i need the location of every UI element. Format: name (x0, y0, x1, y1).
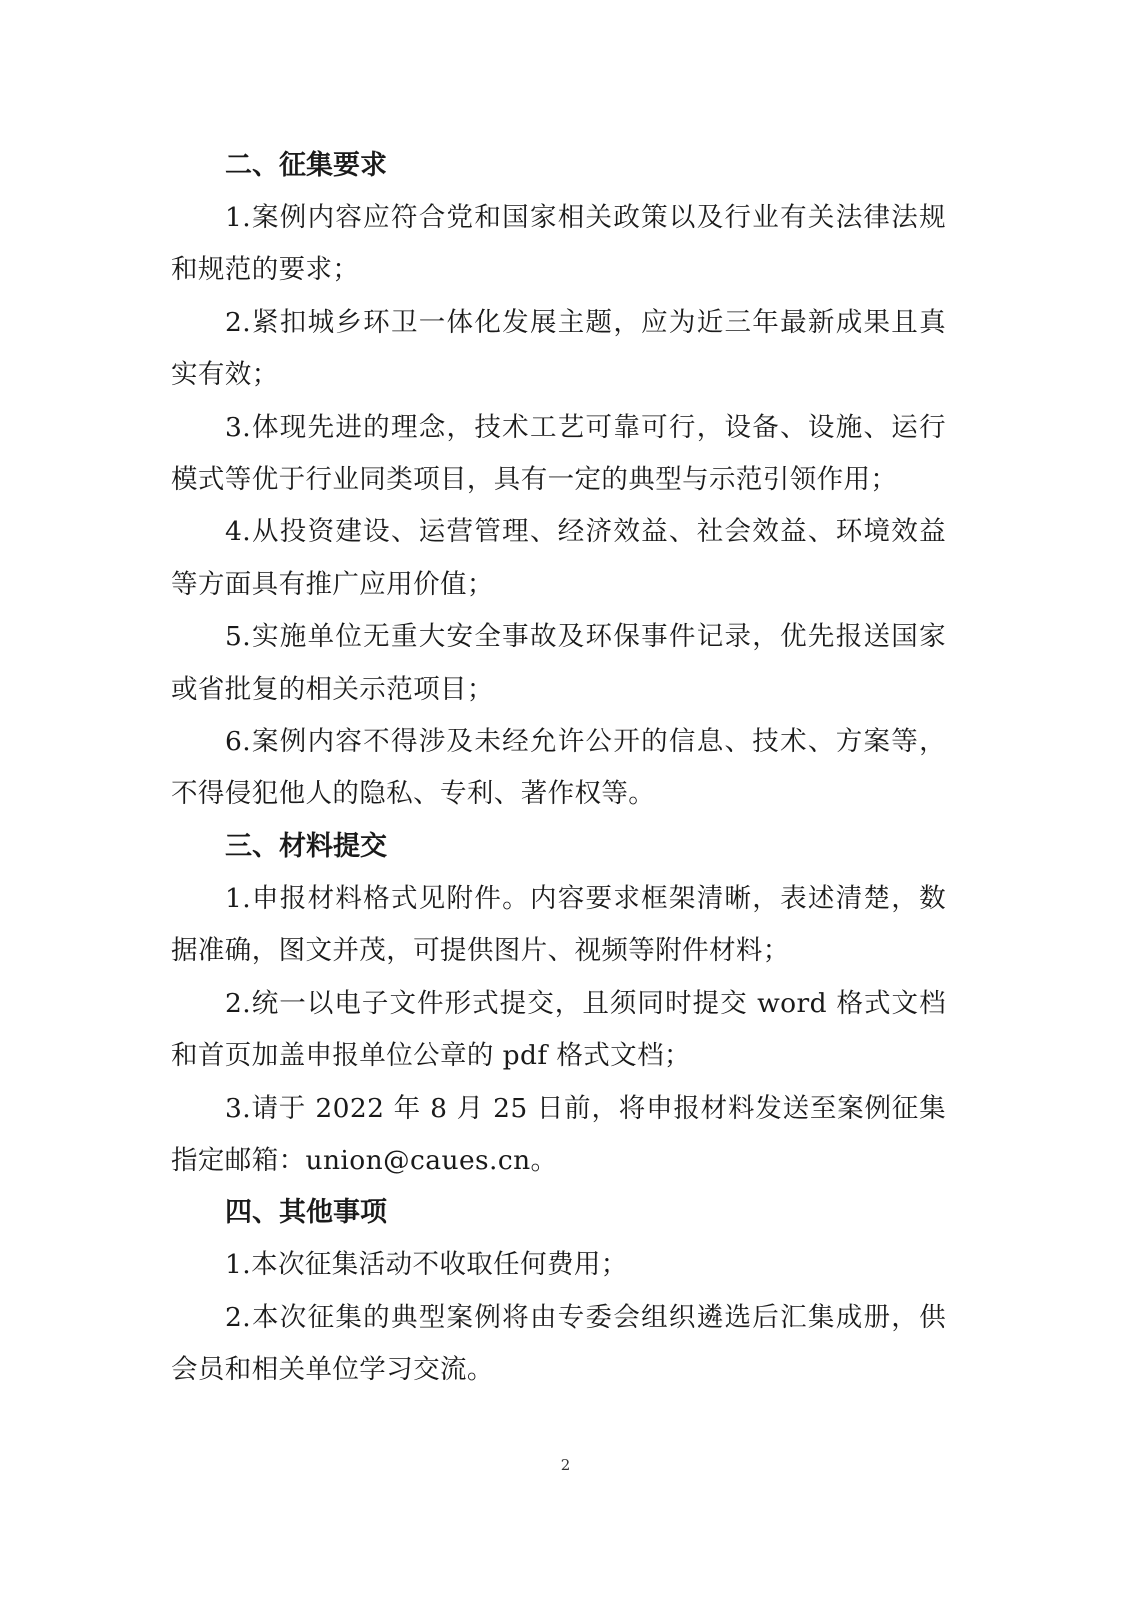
section-heading-requirements: 二、征集要求 (225, 150, 387, 181)
requirement-item-3: 3.体现先进的理念，技术工艺可靠可行，设备、设施、运行模式等优于行业同类项目，具有一定的典型与示范引领作用； (171, 411, 946, 496)
submission-item-1: 1.申报材料格式见附件。内容要求框架清晰，表述清楚，数据准确，图文并茂，可提供图片、视频等附件材料； (171, 882, 946, 967)
requirement-item-5: 5.实施单位无重大安全事故及环保事件记录，优先报送国家或省批复的相关示范项目； (171, 621, 946, 705)
other-item-1: 1.本次征集活动不收取任何费用； (225, 1249, 628, 1281)
requirement-item-2: 2.紧扣城乡环卫一体化发展主题，应为近三年最新成果且真实有效； (171, 306, 946, 391)
submission-item-3: 3.请于 2022 年 8 月 25 日前，将申报材料发送至案例征集指定邮箱：union@caues.cn。 (171, 1092, 946, 1176)
submission-item-2: 2.统一以电子文件形式提交，且须同时提交 word 格式文档和首页加盖申报单位公章的 pdf 格式文档； (171, 987, 946, 1072)
section-heading-other-matters: 四、其他事项 (225, 1197, 387, 1229)
section-heading-submission: 三、材料提交 (225, 830, 387, 862)
page-number: 2 (560, 1456, 571, 1474)
requirement-item-1: 1.案例内容应符合党和国家相关政策以及行业有关法律法规和规范的要求； (171, 202, 946, 286)
requirement-item-6: 6.案例内容不得涉及未经允许公开的信息、技术、方案等，不得侵犯他人的隐私、专利、著作权等。 (171, 726, 946, 810)
other-item-2: 2.本次征集的典型案例将由专委会组织遴选后汇集成册，供会员和相关单位学习交流。 (171, 1301, 946, 1386)
document-body (171, 140, 946, 1397)
requirement-item-4: 4.从投资建设、运营管理、经济效益、社会效益、环境效益等方面具有推广应用价值； (171, 516, 946, 600)
